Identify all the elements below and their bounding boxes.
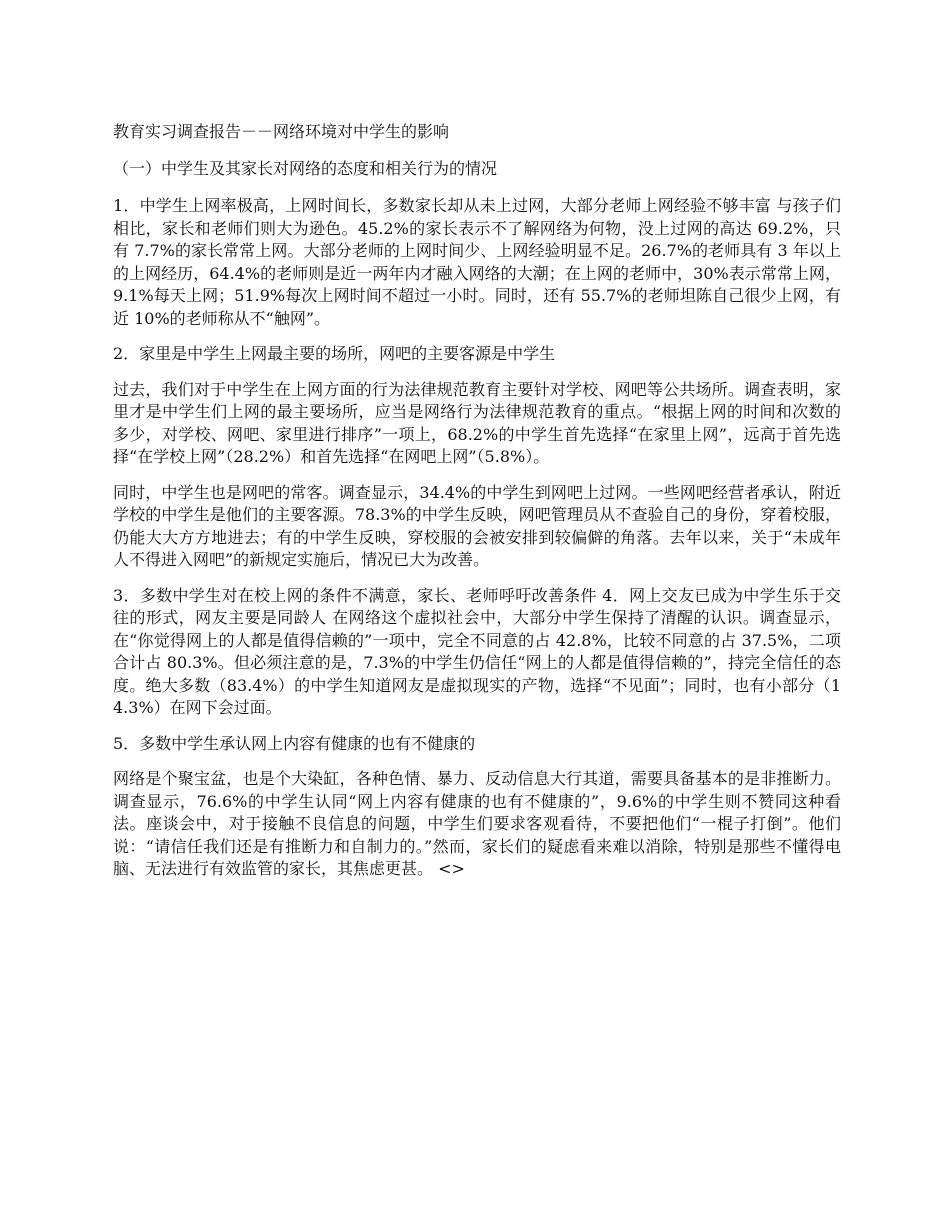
paragraph-6-heading: 5．多数中学生承认网上内容有健康的也有不健康的 — [113, 733, 476, 753]
document-body — [113, 121, 841, 894]
paragraph-2-heading: 2．家里是中学生上网最主要的场所，网吧的主要客源是中学生 — [113, 344, 556, 363]
document-title: 教育实习调查报告－－网络环境对中学生的影响 — [113, 122, 450, 141]
paragraph-3: 过去，我们对于中学生在上网方面的行为法律规范教育主要针对学校、网吧等公共场所。调查表明，家里才是中学生们上网的最主要场所，应当是网络行为法律规范教育的重点。“根据上网的时间和次数的多少，对学校、网吧、家里进行排序”一项上，68.2%的中学生首先选择“在家里上网”，远高于首先选择“在学校上网”（28.2%）和首先选择“在网吧上网”（5.8%）。 — [113, 379, 841, 466]
section-heading: （一）中学生及其家长对网络的态度和相关行为的情况 — [113, 158, 498, 178]
paragraph-1: 1．中学生上网率极高，上网时间长，多数家长却从未上过网，大部分老师上网经验不够丰富 与孩子们相比，家长和老师们则大为逊色。45.2%的家长表示不了解网络为何物，没上过网的高达 69.2%，只有 7.7%的家长常常上网。大部分老师的上网时间少、上网经验明显不足。26.7%的老师具有 3 年以上的上网经历，64.4%的老师则是近一两年内才融入网络的大潮；在上网的老师中，30%表示常常上网，9.1%每天上网；51.9%每次上网时间不超过一小时。同时，还有 55.7%的老师坦陈自己很少上网，有近 10%的老师称从不“触网”。 — [113, 196, 841, 328]
paragraph-7: 网络是个聚宝盆，也是个大染缸，各种色情、暴力、反动信息大行其道，需要具备基本的是非推断力。调查显示，76.6%的中学生认同“网上内容有健康的也有不健康的”，9.6%的中学生则不赞同这种看法。座谈会中，对于接触不良信息的问题，中学生们要求客观看待，不要把他们“一棍子打倒”。他们说：“请信任我们还是有推断力和自制力的。”然而，家长们的疑虑看来难以消除，特别是那些不懂得电脑、无法进行有效监管的家长，其焦虑更甚。 <> — [113, 769, 841, 878]
paragraph-5: 3．多数中学生对在校上网的条件不满意，家长、老师呼吁改善条件 4．网上交友已成为中学生乐于交往的形式，网友主要是同龄人 在网络这个虚拟社会中，大部分中学生保持了清醒的认识。调查显示，在“你觉得网上的人都是值得信赖的”一项中，完全不同意的占 42.8%，比较不同意的占 37.5%，二项合计占 80.3%。但必须注意的是，7.3%的中学生仍信任“网上的人都是值得信赖的”，持完全信任的态度。绝大多数（83.4%）的中学生知道网友是虚拟现实的产物，选择“不见面”；同时，也有小部分（14.3%）在网下会过面。 — [113, 585, 841, 717]
paragraph-4: 同时，中学生也是网吧的常客。调查显示，34.4%的中学生到网吧上过网。一些网吧经营者承认，附近学校的中学生是他们的主要客源。78.3%的中学生反映，网吧管理员从不查验自己的身份，穿着校服，仍能大大方方地进去；有的中学生反映，穿校服的会被安排到较偏僻的角落。去年以来，关于“未成年人不得进入网吧”的新规定实施后，情况已大为改善。 — [113, 482, 841, 569]
